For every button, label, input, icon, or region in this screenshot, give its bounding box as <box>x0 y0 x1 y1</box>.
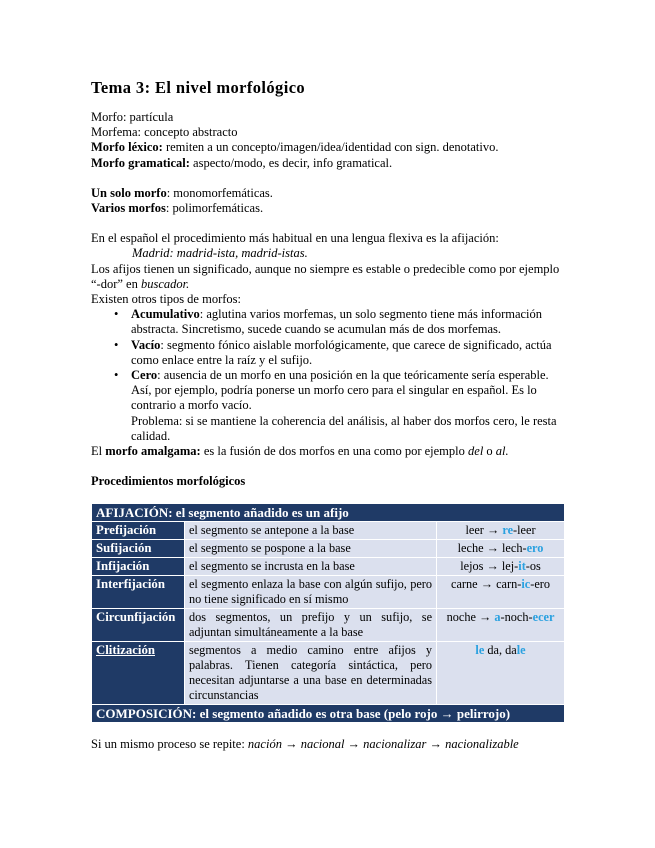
definitions-block <box>91 110 566 171</box>
definition-text: : segmento fónico aislable morfológicamente, que carece de significado, actúa como enlace entre la raíz y el sufijo. <box>131 337 552 367</box>
table-row <box>92 642 565 705</box>
procedure-desc: el segmento se incrusta en la base <box>184 558 436 576</box>
paragraph-text: es la fusión de dos morfos en una como por ejemplo <box>200 444 469 459</box>
procedures-table <box>91 503 565 723</box>
table-footer-row <box>92 705 565 723</box>
example-text: -ero <box>530 577 551 592</box>
definition-morfema <box>91 125 566 140</box>
highlighted-segment: le <box>475 643 485 658</box>
example-text: carne → carn- <box>451 577 522 592</box>
example-word: del <box>468 444 484 459</box>
table-row <box>92 540 565 558</box>
highlighted-segment: ero <box>526 541 544 556</box>
example-text: noche → <box>446 610 495 625</box>
table-header: AFIJACIÓN: el segmento añadido es un afijo <box>92 504 565 522</box>
procedure-desc: el segmento se antepone a la base <box>184 522 436 540</box>
afijos-paragraph <box>91 262 566 292</box>
example-text: leer → <box>465 523 503 538</box>
definition-text: aspecto/modo, es decir, info gramatical. <box>189 155 393 170</box>
paragraph-text: o <box>483 444 496 459</box>
definition-text: : ausencia de un morfo en una posición en la que teóricamente sería esperable. <box>157 368 549 383</box>
final-paragraph <box>91 737 566 752</box>
example-text: lejos → lej- <box>460 559 519 574</box>
table-row <box>92 576 565 609</box>
amalgama-paragraph <box>91 444 566 459</box>
term: Morfo léxico: <box>91 140 163 155</box>
afijacion-intro: En el español el procedimiento más habitual en una lengua flexiva es la afijación: <box>91 231 499 246</box>
example-word: buscador. <box>140 276 190 291</box>
extra-text: Problema: si se mantiene la coherencia del análisis, al haber dos morfos cero, le resta calidad. <box>131 413 557 443</box>
highlighted-segment: it <box>518 559 526 574</box>
term: Varios morfos <box>91 201 166 216</box>
procedure-name: Interfijación <box>92 576 185 609</box>
page-title: Tema 3: El nivel morfológico <box>91 78 306 97</box>
example-text: da, da <box>484 643 517 658</box>
definition-morfo-gramatical <box>91 156 566 171</box>
highlighted-segment: re <box>502 523 514 538</box>
table-footer: COMPOSICIÓN: el segmento añadido es otra base (pelo rojo → pelirrojo) <box>92 705 565 723</box>
table-row <box>92 558 565 576</box>
example-text: -leer <box>513 523 536 538</box>
term: Morfo <box>91 110 123 124</box>
afijacion-example: Madrid: madrid-ista, madrid-istas. <box>132 246 308 261</box>
term: morfo amalgama: <box>105 444 201 459</box>
table-header-row <box>92 504 565 522</box>
procedure-name: Circunfijación <box>92 609 185 642</box>
bullet-icon: • <box>114 307 119 322</box>
procedure-name: Infijación <box>92 558 185 576</box>
term: Vacío <box>131 337 161 352</box>
example-text: -noch- <box>500 610 533 625</box>
list-item-acumulativo <box>91 307 566 337</box>
morph-types-intro: Existen otros tipos de morfos: <box>91 292 241 307</box>
term: Acumulativo <box>131 307 200 322</box>
paragraph-text: El <box>91 444 106 459</box>
definition-text: : concepto abstracto <box>137 125 238 140</box>
definition-text: : polimorfemáticas. <box>165 201 264 216</box>
procedure-name[interactable] <box>92 642 185 705</box>
procedure-example <box>437 558 565 576</box>
paragraph-text: Si un mismo proceso se repite: <box>91 737 248 752</box>
term: Un solo morfo <box>91 185 167 200</box>
procedure-example <box>437 540 565 558</box>
procedure-desc: dos segmentos, un prefijo y un sufijo, se adjuntan simultáneamente a la base <box>184 609 436 642</box>
example-text: -os <box>525 559 541 574</box>
list-item-vacio <box>91 338 566 368</box>
procedure-example <box>437 609 565 642</box>
term: Morfo gramatical: <box>91 155 190 170</box>
document-page <box>91 78 566 753</box>
morph-types-list <box>91 307 566 444</box>
count-single <box>91 186 566 201</box>
definition-morfo <box>91 110 566 125</box>
definition-text: : partícula <box>122 110 174 124</box>
procedure-name: Sufijación <box>92 540 185 558</box>
highlighted-segment: ic <box>521 577 531 592</box>
definition-text: : monomorfemáticas. <box>166 185 273 200</box>
procedure-desc: el segmento se pospone a la base <box>184 540 436 558</box>
count-multiple <box>91 201 566 216</box>
counts-block <box>91 186 566 216</box>
procedure-example <box>437 642 565 705</box>
table-row <box>92 522 565 540</box>
extra-text: Así, por ejemplo, podría ponerse un morfo cero para el singular en español. Es lo contrario a morfo vacío. <box>131 383 537 413</box>
afijacion-block <box>91 231 566 307</box>
example-sequence: nación → nacional → nacionalizar → nacionalizable <box>247 737 519 752</box>
procedure-desc: el segmento enlaza la base con algún sufijo, pero no tiene significado en sí mismo <box>184 576 436 609</box>
definition-morfo-lexico <box>91 140 566 155</box>
procedure-name: Prefijación <box>92 522 185 540</box>
procedure-link[interactable]: Clitización <box>96 643 155 658</box>
term: Morfema <box>91 125 138 140</box>
list-item-cero <box>91 368 566 444</box>
example-word: al. <box>495 444 509 459</box>
definition-text: : aglutina varios morfemas, un solo segmento tiene más información abstracta. Sincretismo, sucede cuando se acumulan más de dos morfemas. <box>131 307 543 337</box>
highlighted-segment: ecer <box>532 610 555 625</box>
paragraph-text: Los afijos tienen un significado, aunque no siempre es estable o predecible como por ejemplo “-dor” en <box>91 261 560 291</box>
bullet-icon: • <box>114 337 119 352</box>
table-row <box>92 609 565 642</box>
procedure-example <box>437 576 565 609</box>
procedure-example <box>437 522 565 540</box>
highlighted-segment: a <box>494 610 501 625</box>
highlighted-segment: le <box>516 643 526 658</box>
bullet-icon: • <box>114 368 119 383</box>
section-title: Procedimientos morfológicos <box>91 474 246 489</box>
procedure-desc: segmentos a medio camino entre afijos y palabras. Tienen categoría sintáctica, pero necesitan adjuntarse a una base en determinadas circunstancias <box>184 642 436 705</box>
definition-text: remiten a un concepto/imagen/idea/identidad con sign. denotativo. <box>162 140 499 155</box>
example-text: leche → lech- <box>457 541 527 556</box>
term: Cero <box>131 368 158 383</box>
